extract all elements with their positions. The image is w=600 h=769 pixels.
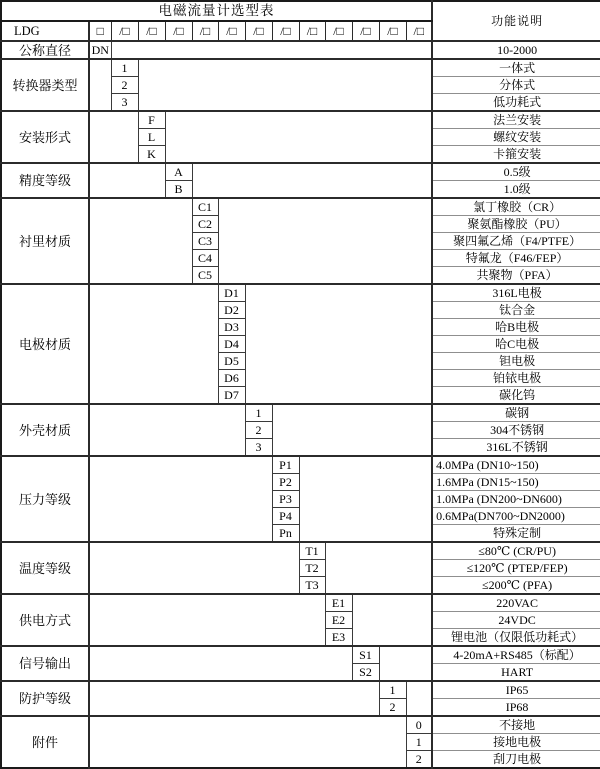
section-label-accessories: 附件 xyxy=(1,716,89,768)
title-row xyxy=(1,1,600,21)
code-cell-housing-material-1: 1 xyxy=(245,404,272,422)
code-cell-housing-material-2: 2 xyxy=(245,422,272,439)
function-cell-protection-class-1: IP65 xyxy=(432,681,600,699)
section-label-housing-material: 外壳材质 xyxy=(1,404,89,456)
spacer-left-accessories xyxy=(89,716,406,768)
function-cell-electrode-material-2: 钛合金 xyxy=(432,302,600,319)
section-label-signal-output: 信号输出 xyxy=(1,646,89,681)
code-cell-pressure-rating-P1: P1 xyxy=(272,456,299,474)
spacer-right-housing-material xyxy=(272,404,432,456)
table-row xyxy=(1,646,600,664)
function-cell-temperature-rating-1: ≤80℃ (CR/PU) xyxy=(432,542,600,560)
function-cell-installation-type-3: 卡箍安装 xyxy=(432,146,600,164)
function-cell-lining-material-5: 共聚物（PFA） xyxy=(432,267,600,285)
code-cell-lining-material-C3: C3 xyxy=(192,233,218,250)
table-row xyxy=(1,198,600,216)
code-cell-electrode-material-D4: D4 xyxy=(218,336,245,353)
spacer-right-converter-type xyxy=(138,59,432,111)
function-cell-accessories-2: 接地电极 xyxy=(432,734,600,751)
spacer-right-lining-material xyxy=(218,198,432,284)
spacer-right-pressure-rating xyxy=(299,456,432,542)
code-box-dn: □ xyxy=(89,21,111,41)
table-row xyxy=(1,404,600,422)
function-cell-power-supply-3: 锂电池（仅限低功耗式） xyxy=(432,629,600,647)
section-label-electrode-material: 电极材质 xyxy=(1,284,89,404)
table-row xyxy=(1,59,600,77)
table-row xyxy=(1,284,600,302)
code-cell-electrode-material-D2: D2 xyxy=(218,302,245,319)
code-cell-installation-type-F: F xyxy=(138,111,165,129)
code-slot-11: /□ xyxy=(379,21,406,41)
spacer-left-temperature-rating xyxy=(89,542,299,594)
function-cell-lining-material-4: 特氟龙（F46/FEP） xyxy=(432,250,600,267)
function-cell-accessories-3: 刮刀电极 xyxy=(432,751,600,769)
section-label-accuracy-class: 精度等级 xyxy=(1,163,89,198)
code-cell-lining-material-C2: C2 xyxy=(192,216,218,233)
code-cell-signal-output-S1: S1 xyxy=(352,646,379,664)
code-cell-installation-type-L: L xyxy=(138,129,165,146)
function-cell-housing-material-1: 碳钢 xyxy=(432,404,600,422)
function-cell-lining-material-3: 聚四氟乙烯（F4/PTFE） xyxy=(432,233,600,250)
code-cell-temperature-rating-T3: T3 xyxy=(299,577,325,595)
code-cell-power-supply-E1: E1 xyxy=(325,594,352,612)
spacer-nominal-diameter xyxy=(111,41,432,59)
code-cell-converter-type-1: 1 xyxy=(111,59,138,77)
spacer-right-electrode-material xyxy=(245,284,432,404)
function-cell-pressure-rating-2: 1.6MPa (DN15~150) xyxy=(432,474,600,491)
spacer-left-signal-output xyxy=(89,646,352,681)
spacer-right-protection-class xyxy=(406,681,432,716)
function-cell-electrode-material-4: 哈C电极 xyxy=(432,336,600,353)
section-label-pressure-rating: 压力等级 xyxy=(1,456,89,542)
code-cell-pressure-rating-P3: P3 xyxy=(272,491,299,508)
function-cell-pressure-rating-4: 0.6MPa(DN700~DN2000) xyxy=(432,508,600,525)
code-cell-lining-material-C5: C5 xyxy=(192,267,218,285)
spacer-right-temperature-rating xyxy=(325,542,432,594)
code-cell-pressure-rating-P4: P4 xyxy=(272,508,299,525)
function-cell-electrode-material-5: 钽电极 xyxy=(432,353,600,370)
code-cell-accessories-0: 0 xyxy=(406,716,432,734)
code-cell-temperature-rating-T1: T1 xyxy=(299,542,325,560)
function-cell-power-supply-2: 24VDC xyxy=(432,612,600,629)
code-cell-converter-type-3: 3 xyxy=(111,94,138,112)
function-cell-accessories-1: 不接地 xyxy=(432,716,600,734)
table-row xyxy=(1,594,600,612)
section-label-power-supply: 供电方式 xyxy=(1,594,89,646)
table-row xyxy=(1,456,600,474)
spacer-left-pressure-rating xyxy=(89,456,272,542)
code-slot-3: /□ xyxy=(165,21,192,41)
function-cell-temperature-rating-2: ≤120℃ (PTEP/FEP) xyxy=(432,560,600,577)
code-slot-7: /□ xyxy=(272,21,299,41)
spacer-left-installation-type xyxy=(89,111,138,163)
code-cell-housing-material-3: 3 xyxy=(245,439,272,457)
code-cell-accessories-1: 1 xyxy=(406,734,432,751)
section-label-protection-class: 防护等级 xyxy=(1,681,89,716)
code-cell-lining-material-C1: C1 xyxy=(192,198,218,216)
code-slot-6: /□ xyxy=(245,21,272,41)
function-cell-accuracy-class-1: 0.5级 xyxy=(432,163,600,181)
function-cell-electrode-material-6: 铂铱电极 xyxy=(432,370,600,387)
function-cell-nominal-diameter-1: 10-2000 xyxy=(432,41,600,59)
code-cell-electrode-material-D5: D5 xyxy=(218,353,245,370)
code-cell-nominal-diameter-DN: DN xyxy=(89,41,111,59)
function-cell-protection-class-2: IP68 xyxy=(432,699,600,717)
code-slot-5: /□ xyxy=(218,21,245,41)
function-cell-pressure-rating-5: 特殊定制 xyxy=(432,525,600,543)
code-slot-10: /□ xyxy=(352,21,379,41)
spacer-right-signal-output xyxy=(379,646,432,681)
function-cell-pressure-rating-3: 1.0MPa (DN200~DN600) xyxy=(432,491,600,508)
code-cell-accessories-2: 2 xyxy=(406,751,432,769)
function-cell-installation-type-2: 螺纹安装 xyxy=(432,129,600,146)
code-cell-signal-output-S2: S2 xyxy=(352,664,379,682)
function-cell-signal-output-1: 4-20mA+RS485（标配） xyxy=(432,646,600,664)
function-description-header: 功能说明 xyxy=(432,1,600,41)
table-row xyxy=(1,111,600,129)
section-label-converter-type: 转换器类型 xyxy=(1,59,89,111)
code-cell-temperature-rating-T2: T2 xyxy=(299,560,325,577)
function-cell-electrode-material-7: 碳化钨 xyxy=(432,387,600,405)
code-cell-electrode-material-D6: D6 xyxy=(218,370,245,387)
function-cell-temperature-rating-3: ≤200℃ (PFA) xyxy=(432,577,600,595)
code-cell-accuracy-class-B: B xyxy=(165,181,192,199)
function-cell-converter-type-2: 分体式 xyxy=(432,77,600,94)
table-row xyxy=(1,163,600,181)
function-cell-housing-material-3: 316L不锈钢 xyxy=(432,439,600,457)
code-cell-power-supply-E2: E2 xyxy=(325,612,352,629)
table-row xyxy=(1,716,600,734)
table-row xyxy=(1,41,600,59)
function-cell-converter-type-3: 低功耗式 xyxy=(432,94,600,112)
function-cell-lining-material-1: 氯丁橡胶（CR） xyxy=(432,198,600,216)
spacer-left-protection-class xyxy=(89,681,379,716)
code-cell-accuracy-class-A: A xyxy=(165,163,192,181)
function-cell-electrode-material-1: 316L电极 xyxy=(432,284,600,302)
code-slot-2: /□ xyxy=(138,21,165,41)
code-slot-1: /□ xyxy=(111,21,138,41)
code-cell-protection-class-1: 1 xyxy=(379,681,406,699)
function-cell-housing-material-2: 304不锈钢 xyxy=(432,422,600,439)
code-cell-electrode-material-D7: D7 xyxy=(218,387,245,405)
code-cell-electrode-material-D3: D3 xyxy=(218,319,245,336)
model-prefix-label: LDG xyxy=(1,21,89,41)
section-label-temperature-rating: 温度等级 xyxy=(1,542,89,594)
section-label-nominal-diameter: 公称直径 xyxy=(1,41,89,59)
function-cell-installation-type-1: 法兰安装 xyxy=(432,111,600,129)
section-label-installation-type: 安装形式 xyxy=(1,111,89,163)
function-cell-pressure-rating-1: 4.0MPa (DN10~150) xyxy=(432,456,600,474)
code-cell-pressure-rating-P2: P2 xyxy=(272,474,299,491)
spacer-left-lining-material xyxy=(89,198,192,284)
code-cell-installation-type-K: K xyxy=(138,146,165,164)
code-slot-9: /□ xyxy=(325,21,352,41)
spacer-right-accuracy-class xyxy=(192,163,432,198)
code-cell-protection-class-2: 2 xyxy=(379,699,406,717)
page-title: 电磁流量计选型表 xyxy=(1,1,432,21)
function-cell-electrode-material-3: 哈B电极 xyxy=(432,319,600,336)
code-slot-12: /□ xyxy=(406,21,432,41)
code-cell-lining-material-C4: C4 xyxy=(192,250,218,267)
code-slot-4: /□ xyxy=(192,21,218,41)
code-slot-8: /□ xyxy=(299,21,325,41)
spacer-left-accuracy-class xyxy=(89,163,165,198)
function-cell-lining-material-2: 聚氨酯橡胶（PU） xyxy=(432,216,600,233)
spacer-right-installation-type xyxy=(165,111,432,163)
function-cell-power-supply-1: 220VAC xyxy=(432,594,600,612)
selection-table-body xyxy=(1,1,600,768)
code-cell-pressure-rating-Pn: Pn xyxy=(272,525,299,543)
code-cell-converter-type-2: 2 xyxy=(111,77,138,94)
table-row xyxy=(1,681,600,699)
spacer-left-housing-material xyxy=(89,404,245,456)
code-cell-power-supply-E3: E3 xyxy=(325,629,352,647)
function-cell-accuracy-class-2: 1.0级 xyxy=(432,181,600,199)
spacer-left-converter-type xyxy=(89,59,111,111)
section-label-lining-material: 衬里材质 xyxy=(1,198,89,284)
spacer-right-power-supply xyxy=(352,594,432,646)
function-cell-signal-output-2: HART xyxy=(432,664,600,682)
spacer-left-electrode-material xyxy=(89,284,218,404)
spacer-left-power-supply xyxy=(89,594,325,646)
table-row xyxy=(1,542,600,560)
function-cell-converter-type-1: 一体式 xyxy=(432,59,600,77)
code-cell-electrode-material-D1: D1 xyxy=(218,284,245,302)
